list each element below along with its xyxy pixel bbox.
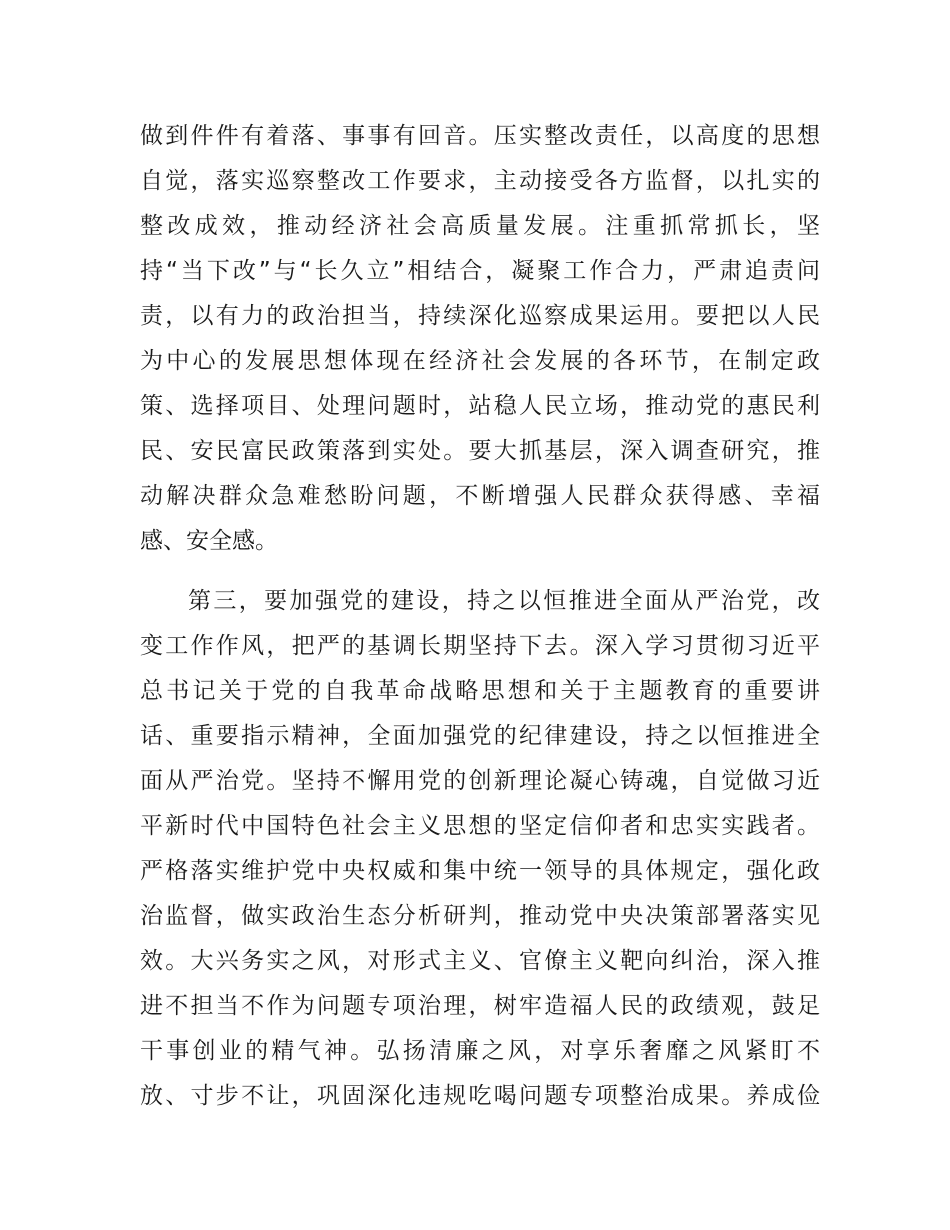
text-line: 做到件件有着落、事事有回音。压实整改责任，以高度的思想 — [140, 123, 820, 149]
text-line: 策、选择项目、处理问题时，站稳人民立场，推动党的惠民利 — [140, 393, 820, 419]
text-line: 干事创业的精气神。弘扬清廉之风，对享乐奢靡之风紧盯不 — [140, 1038, 820, 1064]
paragraph-2 — [140, 579, 820, 1119]
text-line: 第三，要加强党的建设，持之以恒推进全面从严治党，改 — [188, 588, 820, 614]
text-line: 整改成效，推动经济社会高质量发展。注重抓常抓长，坚 — [140, 213, 820, 239]
text-line: 动解决群众急难愁盼问题，不断增强人民群众获得感、幸福 — [140, 483, 820, 509]
text-line: 感、安全感。 — [140, 528, 278, 554]
text-line: 效。大兴务实之风，对形式主义、官僚主义靶向纠治，深入推 — [140, 948, 820, 974]
text-line: 面从严治党。坚持不懈用党的创新理论凝心铸魂，自觉做习近 — [140, 768, 820, 794]
text-line: 变工作作风，把严的基调长期坚持下去。深入学习贯彻习近平 — [140, 633, 820, 659]
text-line: 责，以有力的政治担当，持续深化巡察成果运用。要把以人民 — [140, 303, 820, 329]
text-line: 总书记关于党的自我革命战略思想和关于主题教育的重要讲 — [140, 678, 820, 704]
text-line: 平新时代中国特色社会主义思想的坚定信仰者和忠实实践者。 — [140, 813, 820, 839]
document-body — [140, 114, 820, 1119]
text-line: 治监督，做实政治生态分析研判，推动党中央决策部署落实见 — [140, 903, 820, 929]
text-line: 严格落实维护党中央权威和集中统一领导的具体规定，强化政 — [140, 858, 820, 884]
text-line: 进不担当不作为问题专项治理，树牢造福人民的政绩观，鼓足 — [140, 993, 820, 1019]
text-line: 民、安民富民政策落到实处。要大抓基层，深入调查研究，推 — [140, 438, 820, 464]
text-line: 放、寸步不让，巩固深化违规吃喝问题专项整治成果。养成俭 — [140, 1083, 820, 1109]
text-line: 自觉，落实巡察整改工作要求，主动接受各方监督，以扎实的 — [140, 168, 820, 194]
text-line: 为中心的发展思想体现在经济社会发展的各环节，在制定政 — [140, 348, 820, 374]
paragraph-spacer — [140, 564, 820, 579]
text-line: 话、重要指示精神，全面加强党的纪律建设，持之以恒推进全 — [140, 723, 820, 749]
paragraph-1 — [140, 114, 820, 564]
text-line: 持“当下改”与“长久立”相结合，凝聚工作合力，严肃追责问 — [140, 258, 820, 284]
